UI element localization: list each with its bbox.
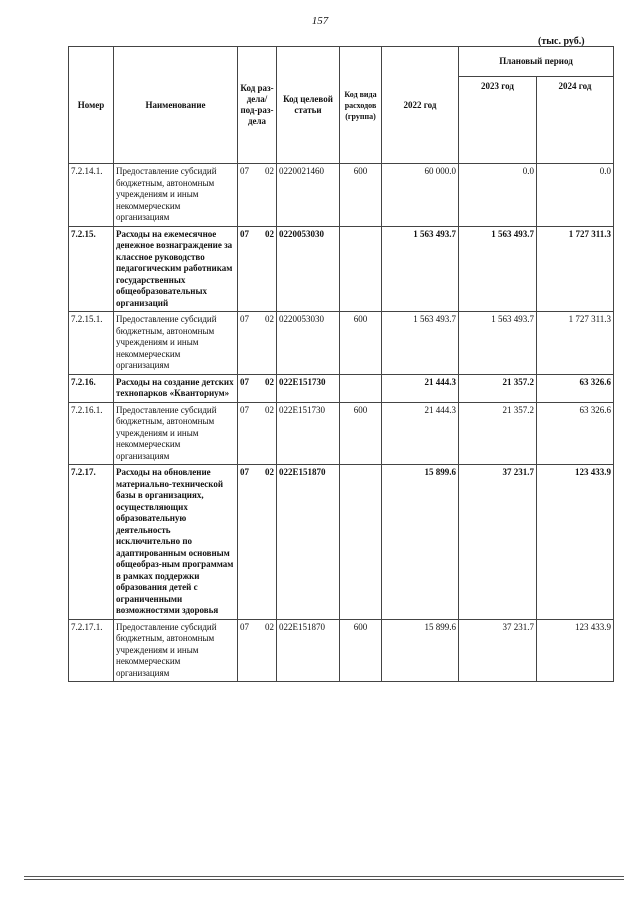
row-name: Предоставление субсидий бюджетным, автономным учреждениям и иным некоммерческим организациям <box>114 619 238 682</box>
subsection-code: 02 <box>265 228 274 239</box>
row-section <box>238 164 277 227</box>
header-name: Наименование <box>114 47 238 164</box>
row-2022: 21 444.3 <box>382 374 459 402</box>
row-2024: 1 727 311.3 <box>537 226 614 312</box>
row-name: Предоставление субсидий бюджетным, автономным учреждениям и иным некоммерческим организациям <box>114 312 238 375</box>
row-2022: 1 563 493.7 <box>382 312 459 375</box>
row-2022: 21 444.3 <box>382 402 459 465</box>
row-2024: 63 326.6 <box>537 374 614 402</box>
subsection-code: 02 <box>265 166 274 176</box>
row-2023: 1 563 493.7 <box>459 312 537 375</box>
row-target: 022E151870 <box>277 619 340 682</box>
header-year-2024: 2024 год <box>537 77 614 164</box>
row-expense-type: 600 <box>340 164 382 227</box>
row-target: 0220053030 <box>277 226 340 312</box>
row-2023: 21 357.2 <box>459 374 537 402</box>
header-target: Код целевой статьи <box>277 47 340 164</box>
row-2024: 1 727 311.3 <box>537 312 614 375</box>
row-target: 022E151870 <box>277 465 340 620</box>
row-2023: 37 231.7 <box>459 619 537 682</box>
row-section <box>238 374 277 402</box>
row-section <box>238 402 277 465</box>
row-2023: 37 231.7 <box>459 465 537 620</box>
row-2023: 21 357.2 <box>459 402 537 465</box>
row-number: 7.2.17. <box>69 465 114 620</box>
header-year-2023: 2023 год <box>459 77 537 164</box>
row-expense-type <box>340 226 382 312</box>
table-row <box>69 402 614 465</box>
row-expense-type: 600 <box>340 619 382 682</box>
section-code: 07 <box>240 314 249 324</box>
table-row <box>69 374 614 402</box>
row-name: Расходы на создание детских технопарков «Кванториум» <box>114 374 238 402</box>
row-number: 7.2.15. <box>69 226 114 312</box>
row-target: 0220053030 <box>277 312 340 375</box>
header-expense-type: Код вида расходов (группа) <box>340 47 382 164</box>
row-number: 7.2.17.1. <box>69 619 114 682</box>
row-2024: 123 433.9 <box>537 465 614 620</box>
bottom-rule-2 <box>24 879 624 880</box>
subsection-code: 02 <box>265 376 274 387</box>
header-number: Номер <box>69 47 114 164</box>
page-number: 157 <box>311 15 329 27</box>
table-row <box>69 312 614 375</box>
row-expense-type: 600 <box>340 402 382 465</box>
row-section <box>238 465 277 620</box>
table-body <box>69 164 614 682</box>
row-expense-type <box>340 465 382 620</box>
section-code: 07 <box>240 621 249 632</box>
row-number: 7.2.14.1. <box>69 164 114 227</box>
table-row <box>69 164 614 227</box>
row-2022: 60 000.0 <box>382 164 459 227</box>
row-2024: 123 433.9 <box>537 619 614 682</box>
header-planned-period: Плановый период <box>459 47 614 77</box>
row-2024: 63 326.6 <box>537 402 614 465</box>
row-section <box>238 226 277 312</box>
row-target: 0220021460 <box>277 164 340 227</box>
row-2023: 0.0 <box>459 164 537 227</box>
row-target: 022E151730 <box>277 402 340 465</box>
bottom-rule <box>24 876 624 877</box>
section-code: 07 <box>240 467 249 477</box>
header-section: Код раз-дела/ под-раз-дела <box>238 47 277 164</box>
row-name: Расходы на обновление материально-технической базы в организациях, осуществляющих образовательную деятельность исключительно по адаптированным основным общеобраз-ным программам в рамках поддержки образования детей с ограниченными возможностями здоровья <box>114 465 238 620</box>
units-label: (тыс. руб.) <box>538 36 585 47</box>
subsection-code: 02 <box>265 404 274 415</box>
row-2022: 1 563 493.7 <box>382 226 459 312</box>
table-row <box>69 619 614 682</box>
row-2022: 15 899.6 <box>382 465 459 620</box>
row-name: Предоставление субсидий бюджетным, автономным учреждениям и иным некоммерческим организациям <box>114 402 238 465</box>
header-year-2022: 2022 год <box>382 47 459 164</box>
row-name: Предоставление субсидий бюджетным, автономным учреждениям и иным некоммерческим организациям <box>114 164 238 227</box>
section-code: 07 <box>240 228 249 239</box>
row-name: Расходы на ежемесячное денежное вознаграждение за классное руководство педагогическим работникам государственных общеобразовательных организаций <box>114 226 238 312</box>
row-section <box>238 312 277 375</box>
subsection-code: 02 <box>265 621 274 632</box>
row-number: 7.2.16.1. <box>69 402 114 465</box>
subsection-code: 02 <box>265 314 274 324</box>
subsection-code: 02 <box>265 467 274 477</box>
row-expense-type: 600 <box>340 312 382 375</box>
row-target: 022E151730 <box>277 374 340 402</box>
row-number: 7.2.15.1. <box>69 312 114 375</box>
row-expense-type <box>340 374 382 402</box>
row-2022: 15 899.6 <box>382 619 459 682</box>
row-2023: 1 563 493.7 <box>459 226 537 312</box>
row-section <box>238 619 277 682</box>
section-code: 07 <box>240 376 249 387</box>
table-row <box>69 226 614 312</box>
row-2024: 0.0 <box>537 164 614 227</box>
budget-table <box>68 46 614 682</box>
section-code: 07 <box>240 404 249 415</box>
table-row <box>69 465 614 620</box>
section-code: 07 <box>240 166 249 176</box>
row-number: 7.2.16. <box>69 374 114 402</box>
